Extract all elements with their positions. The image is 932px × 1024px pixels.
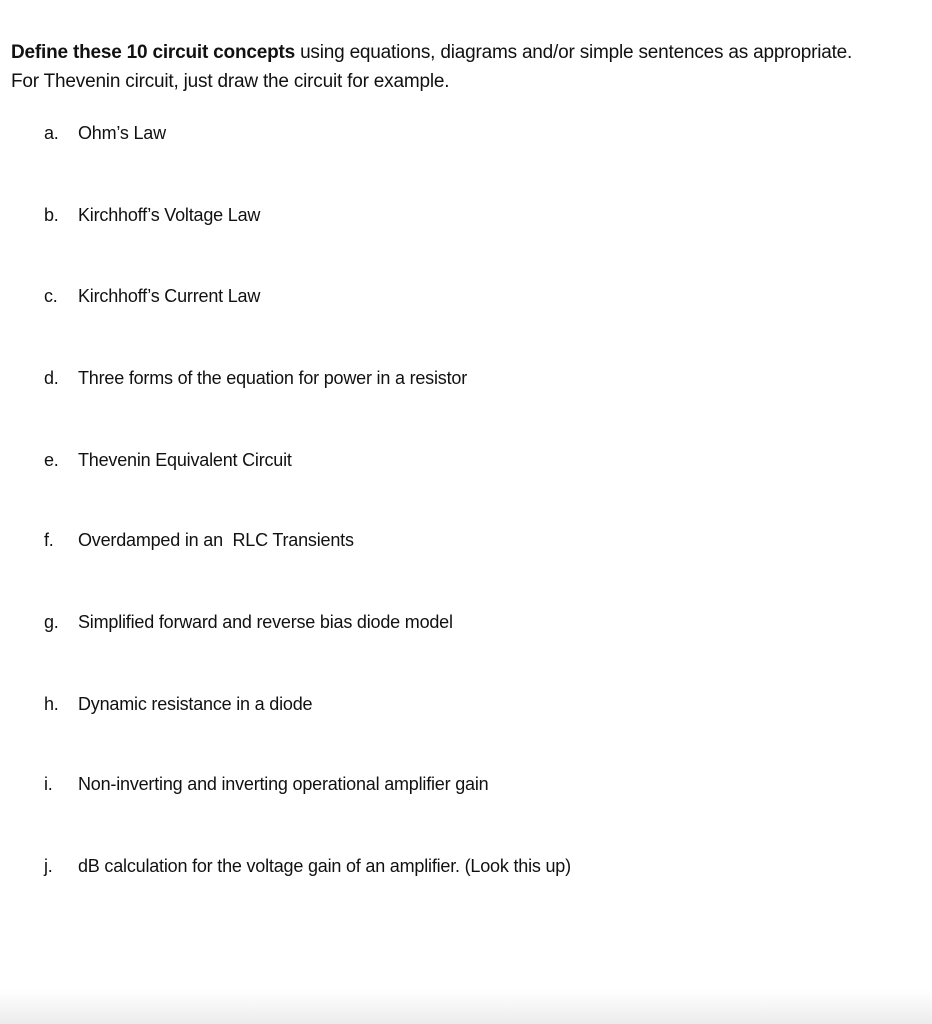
list-item-i xyxy=(44,772,488,796)
list-item-a xyxy=(44,121,166,145)
list-item-marker: c. xyxy=(44,286,58,306)
list-item-text: Simplified forward and reverse bias diode model xyxy=(78,612,453,632)
list-item-f xyxy=(44,528,354,552)
list-item-text: Overdamped in an RLC Transients xyxy=(78,530,354,550)
list-item-b xyxy=(44,203,260,227)
list-item-text: Thevenin Equivalent Circuit xyxy=(78,450,292,470)
instructions-paragraph xyxy=(11,38,926,96)
list-item-h xyxy=(44,692,312,716)
list-item-marker: j. xyxy=(44,856,53,876)
list-item-text: Dynamic resistance in a diode xyxy=(78,694,313,714)
list-item-marker: f. xyxy=(44,530,54,550)
instructions-line1-rest: using equations, diagrams and/or simple sentences as appropriate. xyxy=(294,42,853,63)
list-item-text: Kirchhoff’s Current Law xyxy=(78,286,261,306)
list-item-text: Kirchhoff’s Voltage Law xyxy=(78,205,261,225)
instructions-bold-lead: Define these 10 circuit concepts xyxy=(11,42,295,63)
list-item-text: dB calculation for the voltage gain of an amplifier. (Look this up) xyxy=(78,856,571,876)
list-item-text: Ohm’s Law xyxy=(78,123,166,143)
list-item-marker: h. xyxy=(44,694,59,714)
list-item-text: Three forms of the equation for power in a resistor xyxy=(78,368,467,388)
list-item-marker: d. xyxy=(44,368,59,388)
list-item-marker: i. xyxy=(44,774,53,794)
list-item-g xyxy=(44,610,453,634)
list-item-marker: b. xyxy=(44,205,59,225)
list-item-d xyxy=(44,366,467,390)
list-item-marker: a. xyxy=(44,123,59,143)
list-item-marker: e. xyxy=(44,450,59,470)
list-item-e xyxy=(44,448,292,472)
list-item-marker: g. xyxy=(44,612,59,632)
list-item-j xyxy=(44,854,571,878)
list-item-c xyxy=(44,284,260,308)
instructions-line2: For Thevenin circuit, just draw the circuit for example. xyxy=(11,71,450,92)
list-item-text: Non-inverting and inverting operational amplifier gain xyxy=(78,774,489,794)
page-bottom-shadow xyxy=(0,990,932,1024)
